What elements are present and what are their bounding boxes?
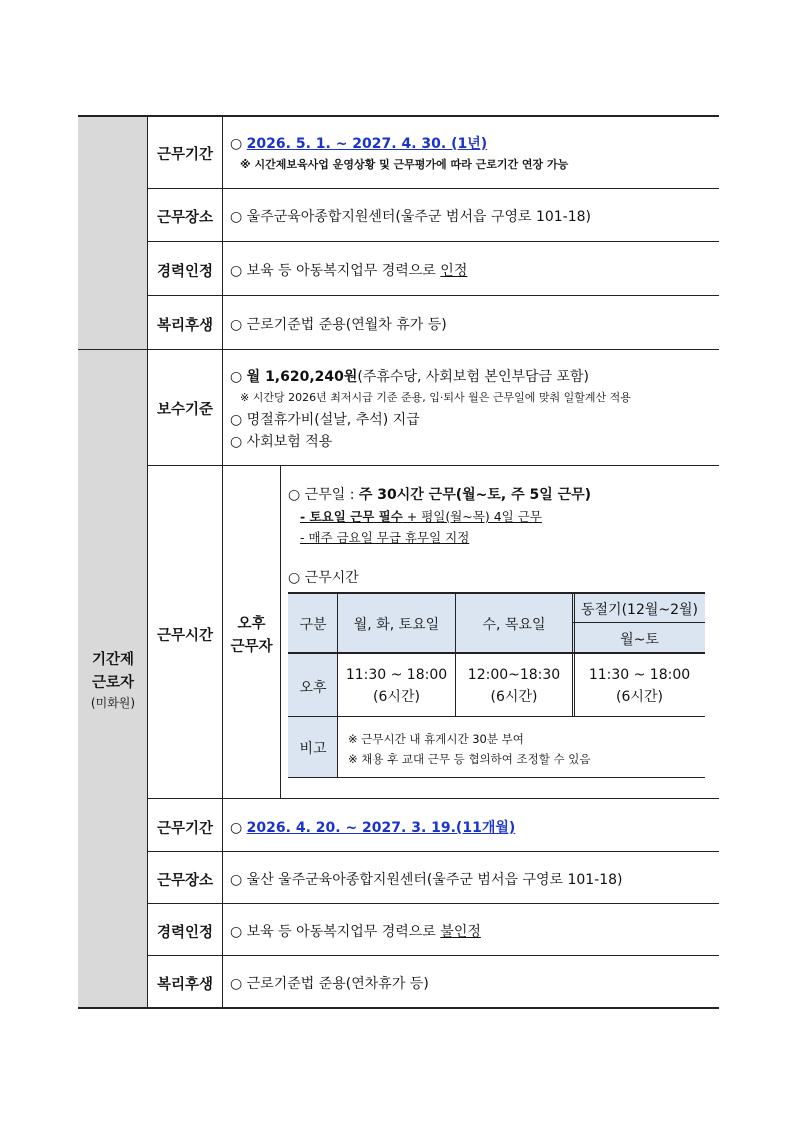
bullet: ○ [288,570,301,586]
column-divider [280,465,281,798]
inner-c3-line1: 11:30 ~ 18:00 [588,667,691,683]
inner-c1-line2: (6시간) [373,689,420,705]
bullet: ○ [230,820,243,836]
pay-amount-detail: (주휴수당, 사회보험 본인부담금 포함) [357,369,590,385]
inner-divider [288,716,705,717]
holiday-bonus: 명절휴가비(설날, 추석) 지급 [246,412,420,428]
category-title-line1: 기간제 [91,652,135,668]
saturday-required: - 토요일 근무 필수 [300,509,403,524]
work-period-row-2 [230,817,515,837]
row-divider [148,188,719,189]
bullet: ○ [230,924,243,940]
career-row-2 [230,921,481,941]
row-divider [148,295,719,296]
row-divider [148,851,719,852]
inner-rowlabel-bg [288,653,338,777]
career-row [230,260,467,280]
bullet: ○ [230,263,243,279]
category-title-line2: 근로자 [91,675,135,691]
hours-title [288,567,359,587]
row-label-welfare: 복리후생 [156,318,214,334]
row-label-work-place-2: 근무장소 [156,873,214,889]
welfare-value: 근로기준법 준용(연월차 휴가 등) [246,317,447,333]
pay-note: ※ 시간당 2026년 최저시급 기준 준용, 입·퇴사 월은 근무일에 맞춰 일할계산 적용 [240,391,631,404]
inner-remark-label: 비고 [299,741,327,757]
hours-title-text: 근무시간 [304,570,359,586]
friday-line: - 매주 금요일 무급 휴무일 지정 [300,530,470,545]
bullet: ○ [230,412,243,428]
inner-c3-line2: (6시간) [616,689,663,705]
saturday-line [300,507,542,525]
inner-header-col3-top: 동절기(12월~2월) [581,602,698,618]
bullet: ○ [230,317,243,333]
inner-c1-line1: 11:30 ~ 18:00 [345,667,448,683]
work-place-value: 울주군육아종합지원센터(울주군 범서읍 구영로 101-18) [246,209,592,225]
inner-divider [573,622,705,623]
table-top-border [78,115,719,117]
category-subtitle: (미화원) [90,696,136,710]
bullet: ○ [230,872,243,888]
work-place-value-2: 울산 울주군육아종합지원센터(울주군 범서읍 구영로 101-18) [246,872,623,888]
work-place-row-2 [230,869,623,889]
inner-header-col3-bottom: 월~토 [620,632,659,648]
row-divider [148,241,719,242]
work-period-value-2: 2026. 4. 20. ~ 2027. 3. 19.(11개월) [246,820,516,836]
row-label-career-2: 경력인정 [156,925,214,941]
inner-table-top [288,592,705,594]
social-insurance: 사회보험 적용 [246,434,333,450]
inner-remark-1: ※ 근무시간 내 휴게시간 30분 부여 [348,732,524,746]
career-value-underlined-2: 불인정 [440,924,481,940]
shift-label-line2: 근무자 [230,639,273,655]
workday-value: 주 30시간 근무(월~토, 주 5일 근무) [358,487,592,503]
career-value: 보육 등 아동복지업무 경력으로 [246,263,441,279]
work-place-row [230,206,591,226]
bullet: ○ [288,487,301,503]
pay-line2 [230,409,420,429]
bullet: ○ [230,369,243,385]
row-divider [148,903,719,904]
inner-header-col1: 월, 화, 토요일 [353,617,440,633]
row-label-career: 경력인정 [156,264,214,280]
welfare-value-2: 근로기준법 준용(연차휴가 등) [246,976,429,992]
bullet: ○ [230,434,243,450]
bullet: ○ [230,976,243,992]
workday-line [288,484,591,504]
pay-line3 [230,431,332,451]
row-label-work-place: 근무장소 [156,210,214,226]
table-bottom-border [78,1007,719,1009]
bullet: ○ [230,209,243,225]
work-period-value: 2026. 5. 1. ~ 2027. 4. 30. (1년) [246,136,488,152]
inner-c2-line2: (6시간) [490,689,538,705]
welfare-row-2 [230,973,429,993]
row-label-work-period-2: 근무기간 [156,821,214,837]
category-cell-1 [78,116,148,349]
career-value-2: 보육 등 아동복지업무 경력으로 [246,924,441,940]
row-label-pay: 보수기준 [156,402,214,418]
workday-prefix: 근무일 : [304,487,359,503]
row-label-work-hours: 근무시간 [156,628,214,644]
inner-header-gubun: 구분 [299,617,327,633]
row-divider [148,465,719,466]
row-divider [148,955,719,956]
inner-table-bottom [288,777,705,778]
work-period-note: ※ 시간제보육사업 운영상황 및 근무평가에 따라 근로기간 연장 가능 [240,158,569,171]
shift-label-line1: 오후 [237,616,266,632]
inner-header-col2: 수, 목요일 [482,617,546,633]
section-divider [78,349,719,350]
weekday-count: + 평일(월~목) 4일 근무 [402,509,542,524]
welfare-row [230,314,447,334]
pay-amount: 월 1,620,240원 [246,369,358,385]
row-divider [148,798,719,799]
inner-c2-line1: 12:00~18:30 [467,667,561,683]
row-label-work-period: 근무기간 [156,147,214,163]
row-label-welfare-2: 복리후생 [156,977,214,993]
inner-row-label: 오후 [299,680,327,696]
pay-line1 [230,366,589,386]
work-period-row [230,133,487,153]
bullet: ○ [230,136,243,152]
inner-remark-2: ※ 채용 후 교대 근무 등 협의하여 조정할 수 있음 [348,752,591,766]
career-value-underlined: 인정 [440,263,468,279]
column-divider [222,116,223,1008]
inner-divider [288,652,705,654]
